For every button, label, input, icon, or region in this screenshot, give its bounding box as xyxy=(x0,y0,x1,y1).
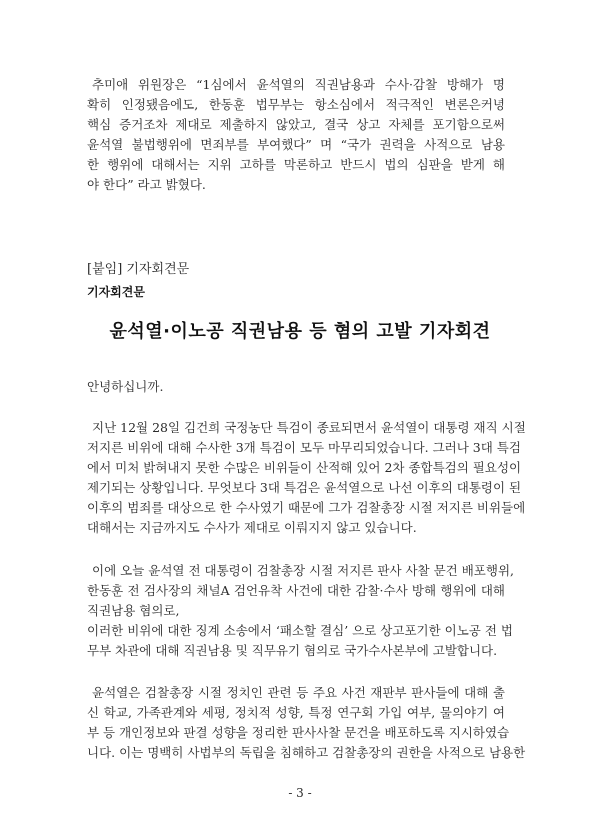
text-line: 니다. 이는 명백히 사법부의 독립을 침해하고 검찰총장의 권한을 사적으로 남용한 xyxy=(87,745,526,760)
text-line: 에서 미처 밝혀내지 못한 수많은 비위들이 산적해 있어 2차 종합특검의 필요성이 xyxy=(87,460,522,475)
text-line: 핵심 증거조차 제대로 제출하지 않았고, 결국 상고 자체를 포기함으로써 xyxy=(87,117,505,132)
text-line: 신 학교, 가족관계와 세평, 정치적 성향, 특정 연구회 가입 여부, 물의야기 여 xyxy=(87,705,505,720)
text-line: 윤석열 불법행위에 면죄부를 부여했다” 며 “국가 권력을 사적으로 남용 xyxy=(87,137,505,152)
document-title: 윤석열·이노공 직권남용 등 혐의 고발 기자회견 xyxy=(109,321,491,342)
text-line: 이러한 비위에 대한 징계 소송에서 ‘패소할 결심’ 으로 상고포기한 이노공 전 법 xyxy=(87,623,513,638)
text-line: 대해서는 지금까지도 수사가 제대로 이뤄지지 않고 있습니다. xyxy=(87,520,417,535)
text-line: 한동훈 전 검사장의 채널A 검언유착 사건에 대한 감찰·수사 방해 행위에 대해 xyxy=(87,583,505,598)
text-line: 이후의 범죄를 대상으로 한 수사였기 때문에 그가 검찰총장 시절 저지른 비위들에 xyxy=(87,500,526,515)
text-line: 윤석열은 검찰총장 시절 정치인 관련 등 주요 사건 재판부 판사들에 대해 출 xyxy=(92,685,505,700)
text-line: 무부 차관에 대해 직권남용 및 직무유기 혐의로 국가수사본부에 고발합니다. xyxy=(87,643,498,658)
attachment-label: [붙임] 기자회견문 xyxy=(87,262,190,277)
text-line: 이에 오늘 윤석열 전 대통령이 검찰총장 시절 저지른 판사 사찰 문건 배포행위, xyxy=(92,563,515,578)
text-line: 부 등 개인정보와 판결 성향을 정리한 판사사찰 문건을 배포하도록 지시하였습 xyxy=(87,725,510,740)
greeting: 안녕하십니까. xyxy=(87,379,164,394)
text-line: 한 행위에 대해서는 지위 고하를 막론하고 반드시 법의 심판을 받게 해 xyxy=(87,157,505,172)
text-line: 야 한다” 라고 밝혔다. xyxy=(87,177,206,192)
page-number: - 3 - xyxy=(288,786,312,800)
text-line: 제기되는 상황입니다. 무엇보다 3대 특검은 윤석열으로 나선 이후의 대통령이 된 xyxy=(87,480,522,495)
section-label: 기자회견문 xyxy=(87,285,145,299)
text-line: 저지른 비위에 대해 수사한 3개 특검이 모두 마무리되었습니다. 그러나 3대 특검 xyxy=(87,440,521,455)
text-line: 확히 인정됐음에도, 한동훈 법무부는 항소심에서 적극적인 변론은커녕 xyxy=(87,97,505,112)
text-line: 지난 12월 28일 김건희 국정농단 특검이 종료되면서 윤석열이 대통령 재직 시절 xyxy=(92,420,526,435)
text-line: 추미애 위원장은 “1심에서 윤석열의 직권남용과 수사·감찰 방해가 명 xyxy=(92,77,505,92)
text-line: 직권남용 혐의로, xyxy=(87,603,180,618)
